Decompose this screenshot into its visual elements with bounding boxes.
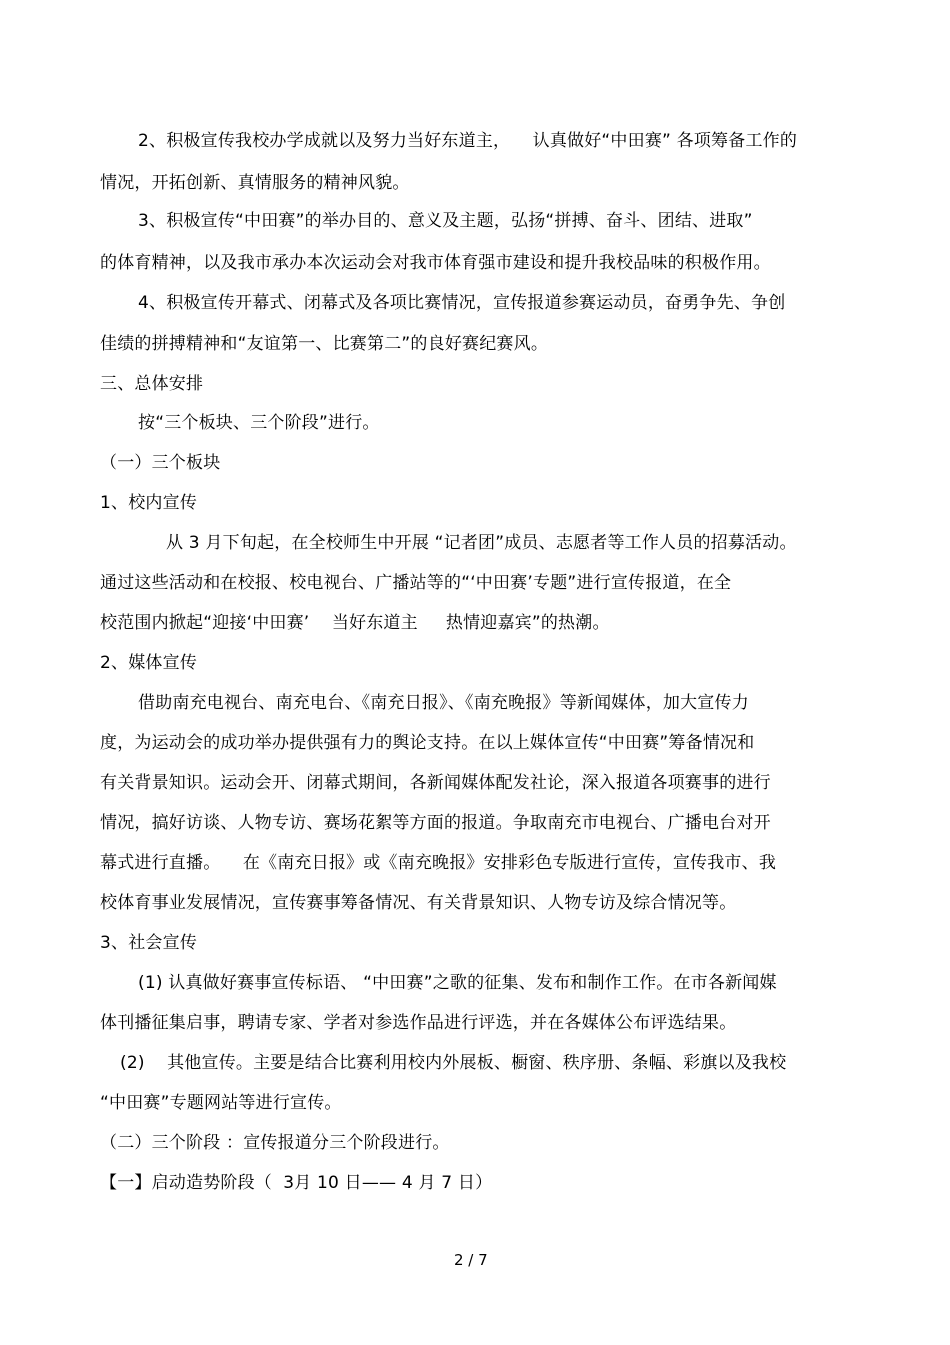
paragraph-line: 按“三个板块、三个阶段”进行。 [138, 413, 380, 433]
paragraph-line: 情况，搞好访谈、人物专访、赛场花絮等方面的报道。争取南充市电视台、广播电台对开 [100, 813, 771, 833]
paragraph-line: 校范围内掀起“迎接‘中田赛’ 当好东道主 热情迎嘉宾”的热潮。 [100, 613, 610, 633]
paragraph-line: “中田赛”专题网站等进行宣传。 [100, 1093, 342, 1113]
section-heading: 三、总体安排 [100, 374, 204, 394]
subsection-heading: 【一】启动造势阶段（ 3月 10 日—— 4 月 7 日） [100, 1173, 493, 1193]
subsection-heading: （二）三个阶段 ：宣传报道分三个阶段进行。 [100, 1133, 450, 1153]
subsection-heading: （一）三个板块 [100, 453, 221, 473]
paragraph-line: 3、积极宣传“中田赛”的举办目的、意义及主题，弘扬“拼搏、奋斗、团结、进取” [138, 211, 753, 231]
paragraph-line: 2、积极宣传我校办学成就以及努力当好东道主， 认真做好“中田赛” 各项筹备工作的 [138, 131, 798, 151]
paragraph-line: (2) 其他宣传。主要是结合比赛利用校内外展板、橱窗、秩序册、条幅、彩旗以及我校 [120, 1053, 787, 1073]
paragraph-line: 的体育精神，以及我市承办本次运动会对我市体育强市建设和提升我校品味的积极作用。 [100, 253, 771, 273]
paragraph-line: 情况，开拓创新、真情服务的精神风貌。 [100, 173, 410, 193]
paragraph-line: 4、积极宣传开幕式、闭幕式及各项比赛情况，宣传报道参赛运动员，奋勇争先、争创 [138, 293, 786, 313]
paragraph-line: 有关背景知识。运动会开、闭幕式期间，各新闻媒体配发社论，深入报道各项赛事的进行 [100, 773, 771, 793]
subsection-heading: 3、社会宣传 [100, 933, 198, 953]
subsection-heading: 1、校内宣传 [100, 493, 198, 513]
paragraph-line: 度，为运动会的成功举办提供强有力的舆论支持。在以上媒体宣传“中田赛”筹备情况和 [100, 733, 755, 753]
subsection-heading: 2、媒体宣传 [100, 653, 198, 673]
page-number: 2 / 7 [454, 1251, 488, 1269]
paragraph-line: 从 3 月下旬起，在全校师生中开展 “记者团”成员、志愿者等工作人员的招募活动。 [166, 533, 797, 553]
paragraph-line: 通过这些活动和在校报、校电视台、广播站等的“‘中田赛’专题”进行宣传报道，在全 [100, 573, 732, 593]
paragraph-line: 体刊播征集启事，聘请专家、学者对参选作品进行评选，并在各媒体公布评选结果。 [100, 1013, 737, 1033]
paragraph-line: 佳绩的拼搏精神和“友谊第一、比赛第二”的良好赛纪赛风。 [100, 334, 549, 354]
paragraph-line: 校体育事业发展情况，宣传赛事筹备情况、有关背景知识、人物专访及综合情况等。 [100, 893, 737, 913]
paragraph-line: 借助南充电视台、南充电台、《南充日报》、《南充晚报》等新闻媒体，加大宣传力 [138, 693, 749, 713]
paragraph-line: (1) 认真做好赛事宣传标语、 “中田赛”之歌的征集、发布和制作工作。在市各新闻媒 [138, 973, 777, 993]
paragraph-line: 幕式进行直播。 在《南充日报》或《南充晚报》安排彩色专版进行宣传，宣传我市、我 [100, 853, 777, 873]
